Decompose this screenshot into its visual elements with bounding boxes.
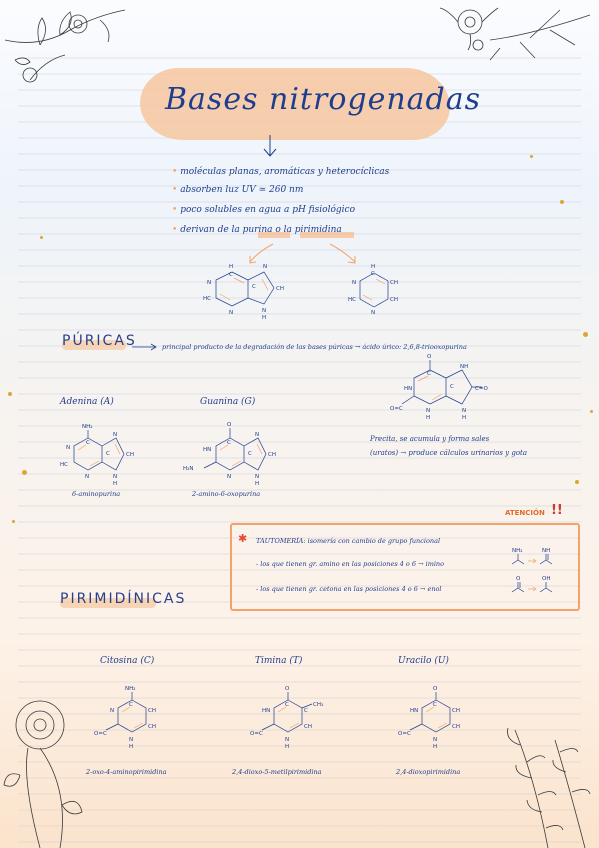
- svg-text:NH₂: NH₂: [125, 686, 136, 692]
- svg-text:N: N: [426, 408, 431, 414]
- tautomeria-line-1: - los que tienen gr. amino en las posiciones 4 o 6 → imino: [256, 560, 445, 568]
- svg-text:C: C: [371, 271, 375, 277]
- svg-text:NH₂: NH₂: [512, 548, 523, 554]
- svg-text:HN: HN: [203, 447, 212, 453]
- svg-text:O=C: O=C: [94, 731, 107, 737]
- svg-text:O: O: [427, 354, 432, 360]
- svg-text:HC: HC: [60, 462, 68, 468]
- svg-text:O: O: [433, 686, 438, 692]
- timina-label: 2,4-dioxo-5-metilpirimidina: [232, 768, 322, 776]
- svg-text:OH: OH: [542, 576, 551, 582]
- svg-text:H: H: [255, 481, 260, 487]
- page-title: Bases nitrogenadas: [165, 82, 482, 117]
- urico-note-2: (uratos) → produce cálculos urinarios y gota: [370, 449, 528, 457]
- atencion-marks: !!: [551, 503, 563, 518]
- svg-text:CH: CH: [268, 452, 276, 458]
- svg-text:CH: CH: [390, 280, 398, 286]
- svg-text:O: O: [227, 422, 232, 428]
- svg-text:C: C: [248, 451, 252, 457]
- svg-text:O=C: O=C: [250, 731, 263, 737]
- svg-text:N: N: [285, 737, 290, 743]
- svg-text:CH: CH: [276, 286, 284, 292]
- svg-text:CH: CH: [126, 452, 134, 458]
- svg-text:N: N: [462, 408, 467, 414]
- svg-text:N: N: [262, 308, 267, 314]
- puricas-heading: PÚRICAS: [62, 333, 137, 349]
- svg-text:H: H: [433, 744, 438, 750]
- svg-text:C: C: [252, 284, 256, 290]
- gold-dot: [530, 155, 533, 158]
- puricas-description: principal producto de la degradación de las bases púricas → ácido úrico: 2,6,8-triooxopurina: [162, 343, 467, 351]
- svg-text:CH: CH: [148, 708, 156, 714]
- svg-text:N: N: [433, 737, 438, 743]
- gold-dot: [560, 200, 564, 204]
- tautomeria-text: TAUTOMERÍA: isomería con cambio de grupo funcional: [256, 537, 441, 545]
- gold-dot: [575, 480, 579, 484]
- svg-text:O=C: O=C: [398, 731, 411, 737]
- svg-text:N: N: [113, 474, 118, 480]
- svg-text:H: H: [262, 315, 267, 321]
- guanina-label: 2-amino-6-oxopurina: [192, 490, 261, 498]
- gold-dot: [40, 236, 43, 239]
- svg-text:C: C: [106, 451, 110, 457]
- svg-text:H: H: [129, 744, 134, 750]
- svg-text:CH: CH: [452, 724, 460, 730]
- bullet-4: • derivan de la purina o la pirimidina: [172, 225, 342, 235]
- svg-text:C: C: [304, 708, 308, 714]
- svg-text:HC: HC: [348, 297, 356, 303]
- svg-text:N: N: [113, 432, 118, 438]
- svg-text:N: N: [263, 264, 268, 270]
- svg-text:O: O: [516, 576, 521, 582]
- gold-dot: [22, 470, 27, 475]
- guanina-name: Guanina (G): [200, 397, 256, 407]
- svg-text:CH: CH: [452, 708, 460, 714]
- uracilo-name: Uracilo (U): [398, 656, 449, 666]
- svg-text:CH₃: CH₃: [313, 702, 324, 708]
- svg-text:N: N: [371, 310, 376, 316]
- citosina-name: Citosina (C): [100, 656, 155, 666]
- svg-text:H: H: [462, 415, 467, 421]
- gold-dot: [8, 392, 12, 396]
- svg-text:NH₂: NH₂: [82, 424, 93, 430]
- svg-text:N: N: [255, 432, 260, 438]
- svg-text:CH: CH: [304, 724, 312, 730]
- pirimidinicas-heading: PIRIMIDÍNICAS: [60, 591, 187, 607]
- uracilo-label: 2,4-dioxopirimidina: [396, 768, 461, 776]
- bullet-1: • moléculas planas, aromáticas y heterocíclicas: [172, 167, 390, 177]
- gold-dot: [583, 332, 588, 337]
- svg-text:O: O: [285, 686, 290, 692]
- svg-text:HN: HN: [404, 386, 413, 392]
- svg-text:H: H: [229, 264, 234, 270]
- svg-text:N: N: [110, 708, 115, 714]
- timina-name: Timina (T): [255, 656, 303, 666]
- svg-text:C: C: [285, 702, 289, 708]
- svg-text:C: C: [129, 702, 133, 708]
- svg-text:N: N: [207, 280, 212, 286]
- asterisk-icon: ✱: [238, 532, 248, 545]
- tautomeria-line-2: - los que tienen gr. cetona en las posiciones 4 o 6 → enol: [256, 585, 442, 593]
- svg-text:N: N: [66, 445, 71, 451]
- svg-text:N: N: [229, 310, 234, 316]
- svg-text:NH: NH: [460, 364, 469, 370]
- svg-text:O=C: O=C: [390, 406, 403, 412]
- svg-text:N: N: [352, 280, 357, 286]
- svg-text:H: H: [426, 415, 431, 421]
- svg-text:C: C: [450, 384, 454, 390]
- bullet-3: • poco solubles en agua a pH fisiológico: [172, 205, 355, 215]
- svg-text:H: H: [113, 481, 118, 487]
- atencion-label: ATENCIÓN: [505, 509, 545, 517]
- svg-text:HC: HC: [203, 296, 211, 302]
- svg-text:C: C: [86, 440, 90, 446]
- gold-dot: [12, 520, 15, 523]
- svg-text:C=O: C=O: [475, 386, 488, 392]
- adenina-name: Adenina (A): [60, 397, 114, 407]
- urico-note-1: Precita, se acumula y forma sales: [370, 435, 490, 443]
- svg-text:NH: NH: [542, 548, 551, 554]
- svg-text:CH: CH: [390, 297, 398, 303]
- svg-text:HN: HN: [262, 708, 271, 714]
- svg-text:HN: HN: [410, 708, 419, 714]
- svg-text:C: C: [433, 702, 437, 708]
- svg-text:C: C: [229, 272, 233, 278]
- adenina-label: 6-aminopurina: [72, 490, 121, 498]
- svg-text:CH: CH: [148, 724, 156, 730]
- svg-text:H: H: [285, 744, 290, 750]
- svg-text:C: C: [227, 440, 231, 446]
- svg-text:H₂N: H₂N: [183, 466, 194, 472]
- svg-text:N: N: [227, 474, 232, 480]
- svg-text:N: N: [129, 737, 134, 743]
- citosina-label: 2-oxo-4-aminopirimidina: [86, 768, 167, 776]
- svg-text:H: H: [371, 264, 376, 270]
- gold-dot: [590, 410, 593, 413]
- svg-text:N: N: [255, 474, 260, 480]
- bullet-2: • absorben luz UV ≃ 260 nm: [172, 185, 304, 195]
- svg-text:C: C: [427, 371, 431, 377]
- svg-text:N: N: [85, 474, 90, 480]
